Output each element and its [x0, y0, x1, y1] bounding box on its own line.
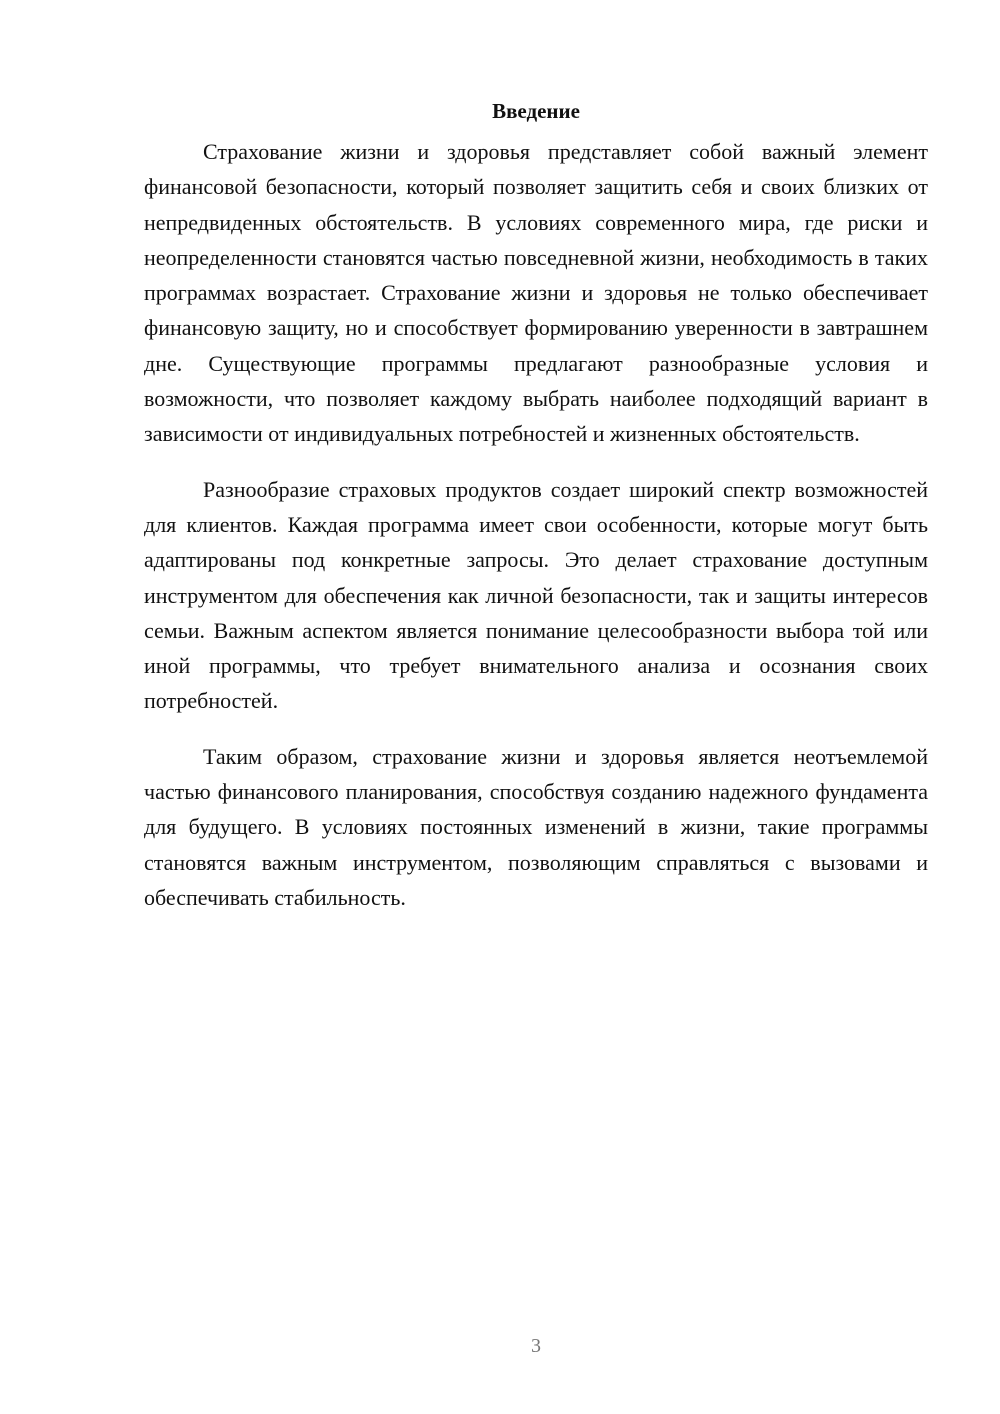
page-number: 3: [531, 1335, 541, 1357]
paragraph-3: Таким образом, страхование жизни и здоровья является неотъемлемой частью финансового планирования, способствуя созданию надежного фундамента для будущего. В условиях постоянных изменений в жизни, такие программы становятся важным инструментом, позволяющим справляться с вызовами и обеспечивать стабильность.: [144, 743, 928, 910]
paragraph-1: Страхование жизни и здоровья представляет собой важный элемент финансовой безопасности, который позволяет защитить себя и своих близких от непредвиденных обстоятельств. В условиях современного мира, где риски и неопределенности становятся частью повседневной жизни, необходимость в таких программах возрастает. Страхование жизни и здоровья не только обеспечивает финансовую защиту, но и способствует формированию уверенности в завтрашнем дне. Существующие программы предлагают разнообразные условия и возможности, что позволяет каждому выбрать наиболее подходящий вариант в зависимости от индивидуальных потребностей и жизненных обстоятельств.: [144, 139, 928, 447]
paragraph-2: Разнообразие страховых продуктов создает широкий спектр возможностей для клиентов. Каждая программа имеет свои особенности, которые могут быть адаптированы под конкретные запросы. Это делает страхование доступным инструментом для обеспечения как личной безопасности, так и защиты интересов семьи. Важным аспектом является понимание целесообразности выбора той или иной программы, что требует внимательного анализа и осознания своих потребностей.: [144, 476, 928, 714]
page-content: [144, 96, 928, 915]
section-heading: Введение: [492, 99, 580, 123]
